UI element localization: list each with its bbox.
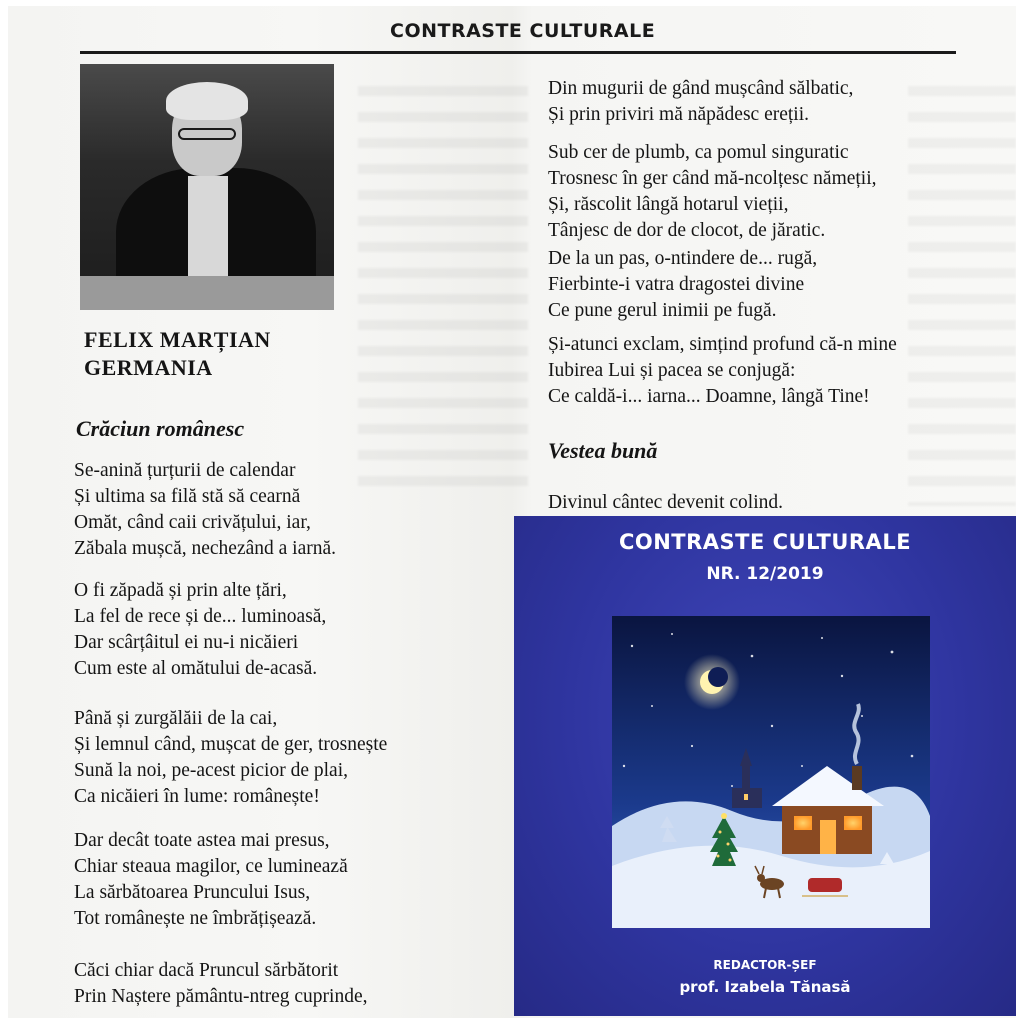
author-photo-shirt (188, 176, 228, 286)
poem-line: Și ultima sa filă stă să cearnă (74, 486, 301, 507)
poem1-stanza-4 (74, 828, 348, 932)
tree-star (721, 813, 727, 819)
poem-line: Prin Naștere pământu-ntreg cuprinde, (74, 986, 368, 1007)
poem-line: O fi zăpadă și prin alte țări, (74, 580, 287, 601)
poem-line: La fel de rece și de... luminoasă, (74, 606, 327, 627)
author-photo (80, 64, 334, 310)
poem1-cont-stanza-2 (548, 140, 877, 244)
poem2-stanza-1 (548, 490, 783, 516)
poem-line: Se-anină țurțurii de calendar (74, 460, 296, 481)
page-header-title: CONTRASTE CULTURALE (390, 20, 656, 42)
poem-line: Sub cer de plumb, ca pomul singuratic (548, 142, 849, 163)
poem-line: Iubirea Lui și pacea se conjugă: (548, 360, 796, 381)
cover-editor-label: REDACTOR-ȘEF (713, 958, 817, 972)
cabin-window-right (844, 816, 862, 830)
poem-line: Sună la noi, pe-acest picior de plai, (74, 760, 348, 781)
poem1-cont-stanza-3 (548, 246, 817, 324)
author-photo-table (80, 276, 334, 310)
poem-line: Omăt, când caii crivățului, iar, (74, 512, 311, 533)
poem-line: Și lemnul când, mușcat de ger, trosnește (74, 734, 388, 755)
poem-line: Și prin priviri mă năpădesc ereții. (548, 104, 810, 125)
poem-line: Ce pune gerul inimii pe fugă. (548, 300, 777, 321)
winter-scene-svg (612, 616, 930, 928)
poem-line: Trosnesc în ger când mă-ncolțesc nămeții, (548, 168, 877, 189)
poem-line: Din mugurii de gând mușcând sălbatic, (548, 78, 854, 99)
poem1-stanza-1 (74, 458, 336, 562)
magazine-cover (514, 516, 1016, 1016)
poem1-stanza-3 (74, 706, 387, 810)
poem1-cont-stanza-4 (548, 332, 897, 410)
poem-line: Ce caldă-i... iarna... Doamne, lângă Tine! (548, 386, 870, 407)
author-country: GERMANIA (84, 355, 213, 380)
poem-line: Căci chiar dacă Pruncul sărbătorit (74, 960, 339, 981)
cover-winter-illustration (612, 616, 930, 928)
cabin-door (820, 820, 836, 854)
church-window (744, 794, 748, 800)
poem-line: Dar scârțâitul ei nu-i nicăieri (74, 632, 299, 653)
poem-title-vestea-buna: Vestea bună (548, 438, 658, 463)
bleed-through-text-right (908, 86, 1016, 506)
cabin-window-left (794, 816, 812, 830)
poem-line: Dar decât toate astea mai presus, (74, 830, 330, 851)
author-photo-hair (166, 82, 248, 120)
header-rule (80, 51, 956, 54)
poem-line: De la un pas, o-ntindere de... rugă, (548, 248, 818, 269)
moon-shadow (708, 667, 728, 687)
poem1-stanza-2 (74, 578, 326, 682)
cabin-chimney (852, 766, 862, 790)
poem-line: Zăbala mușcă, nechezând a iarnă. (74, 538, 337, 559)
author-block (84, 326, 271, 382)
poem1-cont-stanza-1 (548, 76, 853, 128)
poem-line: Tot românește ne îmbrățișează. (74, 908, 317, 929)
poem-line: Până și zurgălăii de la cai, (74, 708, 278, 729)
poem-line: La sărbătoarea Pruncului Isus, (74, 882, 311, 903)
poem-line: Ca nicăieri în lume: românește! (74, 786, 320, 807)
poem-line: Chiar steaua magilor, ce luminează (74, 856, 348, 877)
author-name: FELIX MARȚIAN (84, 327, 271, 352)
poem-line: Fierbinte-i vatra dragostei divine (548, 274, 805, 295)
author-photo-glasses (178, 128, 236, 140)
cover-issue-number: NR. 12/2019 (706, 564, 824, 584)
poem-line: Divinul cântec devenit colind. (548, 492, 784, 513)
poem-line: Cum este al omătului de-acasă. (74, 658, 318, 679)
poem-line: Și, răscolit lângă hotarul vieții, (548, 194, 789, 215)
poem-line: Și-atunci exclam, simțind profund că-n mine (548, 334, 897, 355)
poem-title-craciun-romanesc: Crăciun românesc (76, 416, 245, 441)
poem-line: Tânjesc de dor de clocot, de jăratic. (548, 220, 826, 241)
cover-title: CONTRASTE CULTURALE (618, 530, 912, 554)
bleed-through-text-left (358, 86, 528, 486)
poem1-stanza-5 (74, 958, 367, 1010)
cover-editor-name: prof. Izabela Tănasă (679, 978, 851, 996)
